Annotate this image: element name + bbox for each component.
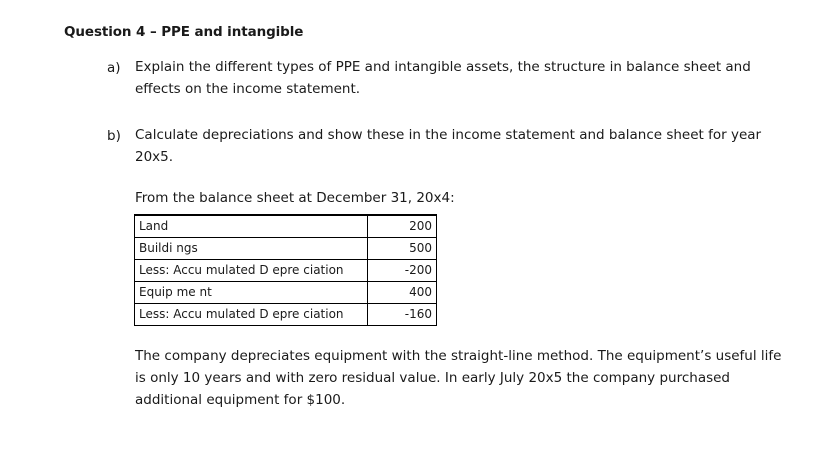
- row-label: Equip me nt: [135, 282, 368, 304]
- table-row: [135, 260, 437, 282]
- balance-sheet-intro: From the balance sheet at December 31, 20x4:: [135, 190, 455, 206]
- equipment-paragraph: [135, 345, 805, 411]
- row-label: Less: Accu mulated D epre ciation: [135, 260, 368, 282]
- item-b-text: [135, 124, 795, 168]
- question-title: Question 4 – PPE and intangible: [64, 24, 304, 40]
- paragraph-line-2: is only 10 years and with zero residual value. In early July 20x5 the company purchased: [135, 370, 730, 386]
- row-label: Less: Accu mulated D epre ciation: [135, 304, 368, 326]
- table-row: [135, 304, 437, 326]
- row-value: 500: [368, 238, 437, 260]
- table-row: [135, 215, 437, 238]
- row-label: Land: [135, 215, 368, 238]
- row-value: 200: [368, 215, 437, 238]
- paragraph-line-3: additional equipment for $100.: [135, 392, 346, 408]
- balance-sheet-table: [134, 214, 437, 326]
- row-value: -200: [368, 260, 437, 282]
- item-a-marker: a): [107, 60, 121, 76]
- row-label: Buildi ngs: [135, 238, 368, 260]
- row-value: 400: [368, 282, 437, 304]
- item-b-line-1: Calculate depreciations and show these in the income statement and balance sheet for year: [135, 127, 762, 143]
- item-a-text: [135, 56, 795, 100]
- item-a-line-1: Explain the different types of PPE and intangible assets, the structure in balance sheet and: [135, 59, 751, 75]
- item-a-line-2: effects on the income statement.: [135, 81, 361, 97]
- item-b-line-2: 20x5.: [135, 149, 174, 165]
- table-row: [135, 238, 437, 260]
- paragraph-line-1: The company depreciates equipment with the straight-line method. The equipment’s useful life: [135, 348, 782, 364]
- row-value: -160: [368, 304, 437, 326]
- table-row: [135, 282, 437, 304]
- item-b-marker: b): [107, 128, 121, 144]
